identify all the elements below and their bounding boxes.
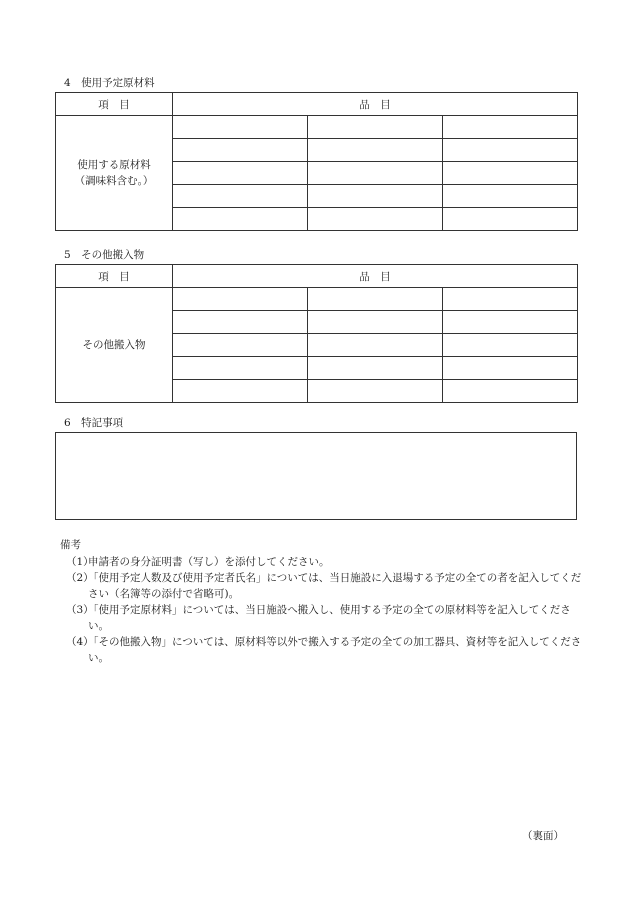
- materials-cell[interactable]: [443, 185, 578, 208]
- remark-item: [60, 602, 590, 634]
- remark-item: [60, 634, 590, 666]
- col-header-item: 項 目: [56, 93, 173, 116]
- materials-cell[interactable]: [173, 208, 308, 231]
- remark-item: [60, 570, 590, 602]
- section5-title: 5 その他搬入物: [64, 249, 145, 261]
- materials-cell[interactable]: [173, 185, 308, 208]
- other-items-cell[interactable]: [443, 288, 578, 311]
- remark-item: [60, 554, 590, 570]
- materials-cell[interactable]: [308, 116, 443, 139]
- other-items-cell[interactable]: [308, 288, 443, 311]
- materials-label-line2: （調味料含む。）: [74, 175, 154, 187]
- materials-cell[interactable]: [443, 208, 578, 231]
- other-items-cell[interactable]: [173, 357, 308, 380]
- other-items-cell[interactable]: [173, 311, 308, 334]
- section6-title: 6 特記事項: [64, 417, 124, 429]
- other-items-cell[interactable]: [308, 334, 443, 357]
- remark-text: 申請者の身分証明書（写し）を添付してください。: [88, 556, 330, 568]
- materials-cell[interactable]: [308, 185, 443, 208]
- materials-table: [55, 92, 578, 231]
- materials-cell[interactable]: [443, 139, 578, 162]
- materials-cell[interactable]: [443, 162, 578, 185]
- remark-number: （4）: [66, 636, 94, 648]
- remark-number: （3）: [66, 604, 94, 616]
- materials-row-label: [56, 116, 173, 231]
- materials-cell[interactable]: [173, 116, 308, 139]
- other-items-cell[interactable]: [443, 357, 578, 380]
- remarks: [60, 537, 590, 666]
- remark-text: 「使用予定原材料」については、当日施設へ搬入し、使用する予定の全ての原材料等を記入してください。: [88, 604, 571, 632]
- materials-cell[interactable]: [173, 139, 308, 162]
- other-items-row-label: その他搬入物: [56, 288, 173, 403]
- other-items-cell[interactable]: [308, 357, 443, 380]
- col-header-item: 項 目: [56, 265, 173, 288]
- other-items-cell[interactable]: [173, 288, 308, 311]
- section4-title: 4 使用予定原材料: [64, 77, 155, 89]
- remark-text: 「その他搬入物」については、原材料等以外で搬入する予定の全ての加工器具、資材等を記入してください。: [88, 636, 582, 664]
- other-items-table: [55, 264, 578, 403]
- remark-text: 「使用予定人数及び使用予定者氏名」については、当日施設に入退場する予定の全ての者を記入してください（名簿等の添付で省略可)。: [88, 572, 582, 600]
- page-side-label: （裏面）: [522, 830, 564, 842]
- other-items-cell[interactable]: [308, 311, 443, 334]
- remark-number: （1）: [66, 556, 94, 568]
- special-notes-box[interactable]: [55, 432, 577, 520]
- other-items-cell[interactable]: [443, 311, 578, 334]
- col-header-product: 品 目: [173, 265, 578, 288]
- remark-number: （2）: [66, 572, 94, 584]
- materials-cell[interactable]: [308, 208, 443, 231]
- remarks-heading: 備考: [60, 539, 81, 551]
- materials-cell[interactable]: [308, 139, 443, 162]
- materials-cell[interactable]: [173, 162, 308, 185]
- other-items-cell[interactable]: [308, 380, 443, 403]
- materials-cell[interactable]: [443, 116, 578, 139]
- other-items-cell[interactable]: [173, 334, 308, 357]
- other-items-cell[interactable]: [443, 380, 578, 403]
- materials-label-line1: 使用する原材料: [77, 159, 151, 171]
- other-items-cell[interactable]: [443, 334, 578, 357]
- other-items-cell[interactable]: [173, 380, 308, 403]
- col-header-product: 品 目: [173, 93, 578, 116]
- materials-cell[interactable]: [308, 162, 443, 185]
